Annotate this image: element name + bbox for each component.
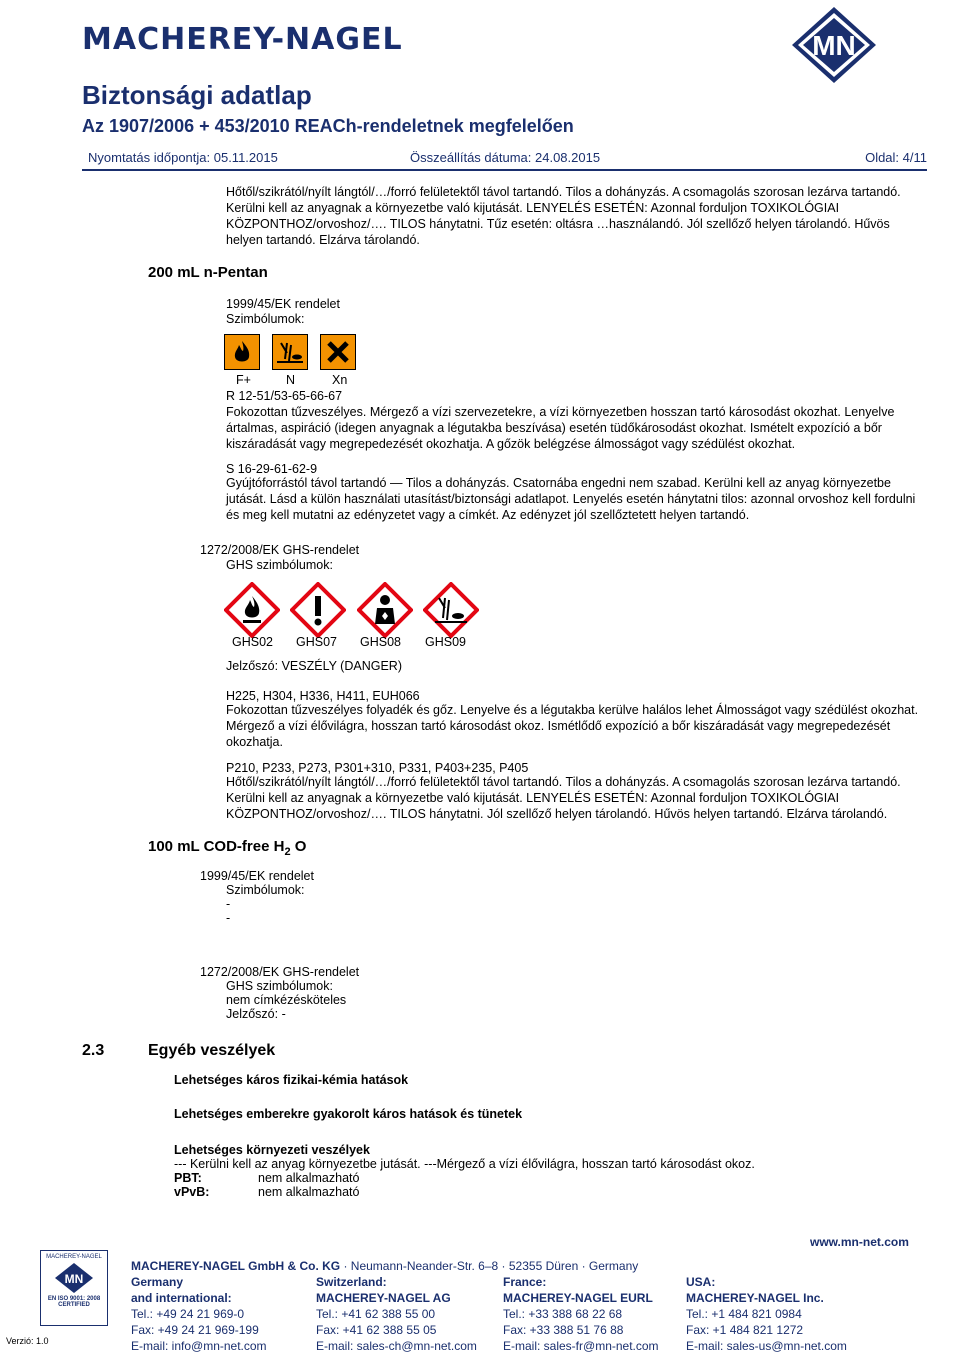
footer-france: France: MACHEREY-NAGEL EURL Tel.: +33 388 68 22 68 Fax: +33 388 51 76 88 E-mail: sales-fr@mn-net.com bbox=[503, 1275, 659, 1353]
ghs02-flame-icon bbox=[224, 582, 280, 638]
section-number: 2.3 bbox=[82, 1042, 105, 1059]
r-text: Fokozottan tűzveszélyes. Mérgező a vízi szervezetekre, a vízi környezetben hosszan tartó károsodást okozhat. Lenyelve ártalmas, aspiráció (idegen anyagnak a légutakba beszívása) esetén tüdőkárosodást okozhat. Ismételt expozíció a bőr kiszáradását vagy megrepedezését okozhatja. A gőzök belégzése álmosságot vagy szédülést okozhat. bbox=[226, 405, 895, 451]
pentan-heading: 200 mL n-Pentan bbox=[148, 264, 268, 281]
human-effects-heading: Lehetséges emberekre gyakorolt káros hatások és tünetek bbox=[174, 1107, 523, 1121]
email-france[interactable]: E-mail: sales-fr@mn-net.com bbox=[503, 1339, 659, 1353]
mn-logo-icon bbox=[784, 5, 884, 85]
brand-name: MACHEREY-NAGEL bbox=[82, 22, 403, 57]
pbt-label: PBT: bbox=[174, 1171, 202, 1185]
symbol-code-fplus: F+ bbox=[236, 373, 251, 387]
env-hazards-heading: Lehetséges környezeti veszélyek bbox=[174, 1143, 370, 1157]
symbol-code-xn: Xn bbox=[332, 373, 348, 387]
h-text: Fokozottan tűzveszélyes folyadék és gőz. Lenyelve és a légutakba kerülve halálos lehet Álmosságot vagy szédülést okozhat. Mérgező a vízi élővilágra, hosszan tartó károsodást okoz. Ismétlődő expozíció a bőr kiszáradását vagy megrepedezését okozhatja. bbox=[226, 703, 919, 749]
cert-line-1: EN ISO 9001: 2008 bbox=[47, 1296, 101, 1302]
pentan-ghs-regulation: 1272/2008/EK GHS-rendelet bbox=[200, 543, 360, 557]
website-link[interactable]: www.mn-net.com bbox=[810, 1235, 909, 1249]
p-phrases: P210, P233, P273, P301+310, P331, P403+235, P405 bbox=[226, 761, 529, 775]
version: Verzió: 1.0 bbox=[6, 1336, 49, 1346]
company-line: MACHEREY-NAGEL GmbH & Co. KG · Neumann-Neander-Str. 6–8 · 52355 Düren · Germany bbox=[131, 1259, 639, 1273]
pentan-symbols-label: Szimbólumok: bbox=[226, 312, 305, 326]
print-date: Nyomtatás időpontja: 05.11.2015 bbox=[88, 150, 278, 165]
symbol-code-n: N bbox=[286, 373, 296, 387]
pentan-ghs-symbols-label: GHS szimbólumok: bbox=[226, 558, 333, 572]
s-phrases: S 16-29-61-62-9 bbox=[226, 462, 318, 476]
cert-mn-icon bbox=[41, 1260, 107, 1296]
ghs-code-08: GHS08 bbox=[360, 635, 401, 649]
page-number: Oldal: 4/11 bbox=[865, 150, 927, 165]
phys-chem-heading: Lehetséges káros fizikai-kémia hatások bbox=[174, 1073, 409, 1087]
ghs07-exclamation-icon bbox=[290, 582, 346, 638]
ghs-code-07: GHS07 bbox=[296, 635, 337, 649]
water-signal-word: Jelzőszó: - bbox=[226, 1007, 286, 1021]
water-ghs-regulation: 1272/2008/EK GHS-rendelet bbox=[200, 965, 360, 979]
svg-text:MN: MN bbox=[64, 1272, 84, 1286]
water-ghs-symbols-label: GHS szimbólumok: bbox=[226, 979, 333, 993]
vpvb-label: vPvB: bbox=[174, 1185, 210, 1199]
email-switzerland[interactable]: E-mail: sales-ch@mn-net.com bbox=[316, 1339, 477, 1353]
ghs08-health-hazard-icon bbox=[357, 582, 413, 638]
env-text: --- Kerülni kell az anyag környezetbe jutását. ---Mérgező a vízi élővilágra, hosszan tartó károsodást okoz. bbox=[174, 1157, 755, 1171]
cert-line-2: CERTIFIED bbox=[58, 1302, 90, 1308]
ghs-code-02: GHS02 bbox=[232, 635, 273, 649]
r-phrases: R 12-51/53-65-66-67 bbox=[226, 389, 343, 403]
cert-brand: MACHEREY-NAGEL bbox=[46, 1254, 102, 1260]
footer bbox=[0, 1228, 960, 1353]
section-heading: Egyéb veszélyek bbox=[148, 1042, 276, 1059]
pbt-value: nem alkalmazható bbox=[258, 1171, 360, 1185]
email-usa[interactable]: E-mail: sales-us@mn-net.com bbox=[686, 1339, 847, 1353]
footer-switzerland: Switzerland: MACHEREY-NAGEL AG Tel.: +41 62 388 55 00 Fax: +41 62 388 55 05 E-mail: sales-ch@mn-net.com bbox=[316, 1275, 477, 1353]
h-phrases: H225, H304, H336, H411, EUH066 bbox=[226, 689, 420, 703]
pentan-symbol-row bbox=[224, 334, 368, 375]
water-regulation: 1999/45/EK rendelet bbox=[200, 869, 314, 883]
footer-usa: USA: MACHEREY-NAGEL Inc. Tel.: +1 484 821 0984 Fax: +1 484 821 1272 E-mail: sales-us@mn-net.com bbox=[686, 1275, 847, 1353]
water-heading: 100 mL COD-free $H_2$ O bbox=[148, 838, 307, 858]
compile-date: Összeállítás dátuma: 24.08.2015 bbox=[410, 150, 601, 165]
page-subtitle: Az 1907/2006 + 453/2010 REACh-rendeletnek megfelelően bbox=[82, 116, 574, 136]
email-germany[interactable]: E-mail: info@mn-net.com bbox=[131, 1339, 267, 1353]
pentan-regulation: 1999/45/EK rendelet bbox=[226, 297, 340, 311]
p-text: Hőtől/szikrától/nyílt lángtól/…/forró felületektől távol tartandó. Tilos a dohányzás. A csomagolás szorosan lezárva tartandó. Kerülni kell az anyagnak a környezetbe való kijutását. LENYELÉS ESETÉN: Azonnal forduljon TOXIKOLÓGIAI KÖZPONTHOZ/orvoshoz/…. TILOS hánytatni. Jól szellőző helyen tárolandó. Hűvös helyen tartandó. Elzárva tárolandó. bbox=[226, 775, 901, 821]
water-not-labelled: nem címkézésköteles bbox=[226, 993, 347, 1007]
vpvb-value: nem alkalmazható bbox=[258, 1185, 360, 1199]
signal-word: Jelzőszó: VESZÉLY (DANGER) bbox=[226, 659, 402, 673]
environment-icon bbox=[272, 334, 308, 370]
intro-text: Hőtől/szikrától/nyílt lángtól/…/forró felületektől távol tartandó. Tilos a dohányzás. A csomagolás szorosan lezárva tartandó. Kerülni kell az anyagnak a környezetbe való kijutását. LENYELÉS ESETÉN: Azonnal forduljon TOXIKOLÓGIAI KÖZPONTHOZ/orvoshoz/…. TILOS hánytatni. Tűz esetén: oltásra …használandó. Jól szellőző helyen tárolandó. Hűvös helyen tartandó. Elzárva tárolandó. bbox=[226, 185, 901, 247]
water-dash-1: - bbox=[226, 897, 231, 911]
s-text: Gyújtóforrástól távol tartandó — Tilos a dohányzás. Csatornába engedni nem szabad. Kerülni kell az anyag környezetbe jutását. Lásd a külön használati utasítást/biztonsági adatlapot. Lenyelés esetén hánytatni tilos: azonnal orvoshoz kell fordulni és meg kell mutatni az edényzetet vagy a címkét. Az edényzet jól szellőztetett helyen tartandó. bbox=[226, 476, 916, 522]
water-symbols-label: Szimbólumok: bbox=[226, 883, 305, 897]
iso-cert-badge bbox=[40, 1250, 108, 1326]
ghs09-environment-icon bbox=[423, 582, 479, 638]
water-dash-2: - bbox=[226, 911, 231, 925]
footer-germany: Germany and international: Tel.: +49 24 21 969-0 Fax: +49 24 21 969-199 E-mail: info@mn-net.com bbox=[131, 1275, 267, 1353]
logo-text: MN bbox=[812, 30, 856, 61]
flame-icon bbox=[224, 334, 260, 370]
meta-line bbox=[82, 150, 927, 171]
ghs-code-09: GHS09 bbox=[425, 635, 466, 649]
harmful-cross-icon bbox=[320, 334, 356, 370]
page-title: Biztonsági adatlap bbox=[82, 80, 312, 110]
